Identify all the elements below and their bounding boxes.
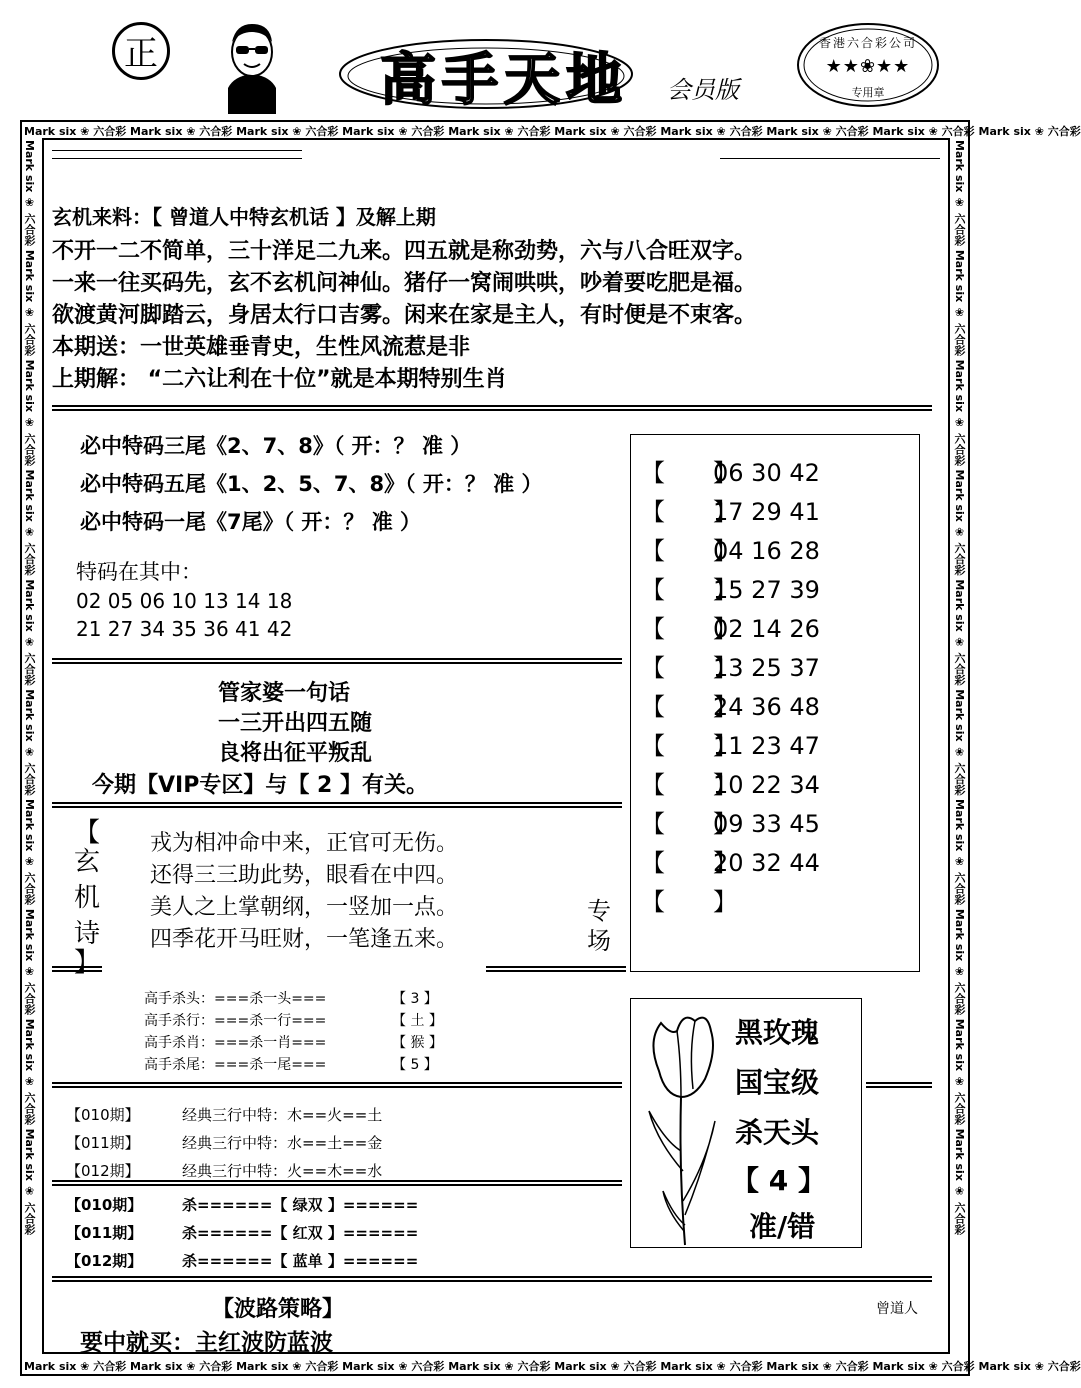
border-strip-bottom: Mark six ❀ 六合彩 Mark six ❀ 六合彩 Mark six ❀ 六合彩 Mark six ❀ 六合彩 Mark six ❀ 六合彩 Mark six ❀ 六合彩 Mark six ❀ 六合彩 Mark six ❀ 六合彩 Mark six ❀ 六合彩 Mark six ❀ 六合彩	[24, 1360, 1081, 1373]
rose-line-2: 国宝级	[735, 1066, 820, 1099]
poem-line-2: 还得三三助此势，眼看在中四。	[150, 863, 459, 888]
divider-3	[52, 802, 622, 808]
rose-line-1: 黑玫瑰	[735, 1016, 820, 1049]
border-strip-left: Mark six ❀ 六合彩 Mark six ❀ 六合彩 Mark six ❀ 六合彩 Mark six ❀ 六合彩 Mark six ❀ 六合彩 Mark six ❀ 六合彩 Mark six ❀ 六合彩 Mark six ❀ 六合彩 Mark six ❀ 六合彩 Mark six ❀ 六合彩	[23, 140, 36, 1235]
tail-line-3: 必中特码一尾《7尾》（ 开：？ 准 ）	[80, 510, 422, 534]
list-item: 【 】13 25 37	[641, 654, 820, 682]
list-item: 【 】20 32 44	[641, 849, 820, 877]
special-label: 特码在其中：	[76, 560, 202, 584]
company-seal	[796, 22, 940, 108]
list-item: 【 】09 33 45	[641, 810, 820, 838]
period-row: 【011期】 杀======【 红双 】======	[66, 1224, 419, 1242]
tail-line-1: 必中特码三尾《2、7、8》（ 开：？ 准 ）	[80, 434, 472, 458]
wave-text: 要中就买：主红波防蓝波	[80, 1330, 333, 1356]
poem-line-1: 戎为相冲命中来，正官可无伤。	[150, 831, 459, 856]
top-rule-right	[720, 158, 940, 159]
black-rose-box	[630, 998, 862, 1248]
vip-line: 今期【VIP专区】与【 2 】有关。	[92, 773, 428, 798]
zheng-badge: 正	[112, 22, 170, 80]
page-title: 高手天地	[380, 47, 628, 113]
edition-label: 会员版	[667, 76, 739, 104]
period-row: 【012期】 杀======【 蓝单 】======	[66, 1252, 419, 1270]
divider-6	[52, 1180, 622, 1186]
list-item: 【 】02 14 26	[641, 615, 820, 643]
mystery-heading: 玄机来料：【 曾道人中特玄机话 】及解上期	[52, 205, 436, 229]
list-item: 【 】24 36 48	[641, 693, 820, 721]
header	[0, 0, 987, 118]
number-list-box	[630, 434, 920, 972]
border-strip-right: Mark six ❀ 六合彩 Mark six ❀ 六合彩 Mark six ❀ 六合彩 Mark six ❀ 六合彩 Mark six ❀ 六合彩 Mark six ❀ 六合彩 Mark six ❀ 六合彩 Mark six ❀ 六合彩 Mark six ❀ 六合彩 Mark six ❀ 六合彩	[953, 140, 966, 1235]
rose-line-5: 准/错	[749, 1210, 816, 1243]
divider-1	[52, 405, 932, 411]
kill-element: 高手杀行：===杀一行=== 【 土 】	[144, 1013, 443, 1029]
kill-zodiac: 高手杀肖：===杀一肖=== 【 猴 】	[144, 1035, 443, 1051]
list-item: 【 】06 30 42	[641, 459, 820, 487]
top-rule-left-2	[52, 158, 302, 159]
divider-4-right	[486, 966, 626, 972]
poem-line-3: 美人之上掌朝纲，一竖加一点。	[150, 895, 459, 920]
housekeeper-line-3: 良将出征平叛乱	[218, 741, 373, 766]
period-row: 【012期】 经典三行中特：火==木==水	[66, 1162, 383, 1180]
tail-line-2: 必中特码五尾《1、2、5、7、8》（ 开：？ 准 ）	[80, 472, 543, 496]
list-item: 【 】17 29 41	[641, 498, 820, 526]
list-item: 【 】	[641, 888, 737, 916]
kill-tail: 高手杀尾：===杀一尾=== 【 5 】	[144, 1057, 438, 1073]
list-item: 【 】10 22 34	[641, 771, 820, 799]
special-row-2: 21 27 34 35 36 41 42	[76, 617, 293, 641]
divider-4-left	[52, 966, 102, 972]
period-row: 【010期】 杀======【 绿双 】======	[66, 1196, 419, 1214]
housekeeper-line-1: 管家婆一句话	[218, 681, 351, 706]
list-item: 【 】04 16 28	[641, 537, 820, 565]
divider-7	[52, 1276, 932, 1282]
special-field-label: 专 场	[587, 897, 611, 955]
seal-stars: ★★❀★★	[825, 56, 911, 77]
rose-line-3: 杀天头	[735, 1116, 820, 1149]
author-name: 曾道人	[876, 1301, 918, 1317]
divider-5	[52, 1082, 622, 1088]
list-item: 【 】11 23 47	[641, 732, 820, 760]
mystery-line-5: 上期解： “二六让利在十位”就是本期特别生肖	[52, 367, 507, 392]
portrait-image	[214, 18, 290, 114]
tulip-icon	[637, 1001, 727, 1247]
top-rule-left	[52, 150, 302, 151]
border-strip-top: Mark six ❀ 六合彩 Mark six ❀ 六合彩 Mark six ❀ 六合彩 Mark six ❀ 六合彩 Mark six ❀ 六合彩 Mark six ❀ 六合彩 Mark six ❀ 六合彩 Mark six ❀ 六合彩 Mark six ❀ 六合彩 Mark six ❀ 六合彩	[24, 125, 1081, 138]
title-area	[336, 26, 636, 116]
mystery-line-4: 本期送：一世英雄垂青史，生性风流惹是非	[52, 335, 471, 360]
period-row: 【010期】 经典三行中特：木==火==土	[66, 1106, 383, 1124]
list-item: 【 】15 27 39	[641, 576, 820, 604]
wave-heading: 【波路策略】	[212, 1297, 345, 1322]
special-row-1: 02 05 06 10 13 14 18	[76, 589, 293, 613]
housekeeper-line-2: 一三开出四五随	[218, 711, 373, 736]
mystery-line-2: 一来一往买码先，玄不玄机问神仙。猪仔一窝闹哄哄，吵着要吃肥是福。	[52, 271, 757, 296]
poem-tag: 【 玄 机 诗 】	[73, 818, 100, 978]
mystery-line-1: 不开一二不简单，三十洋足二九来。四五就是称劲势，六与八合旺双字。	[52, 239, 757, 264]
divider-2	[52, 658, 622, 664]
seal-company: 香港六合彩公司	[818, 36, 917, 50]
seal-use: 专用章	[851, 86, 885, 99]
kill-head: 高手杀头：===杀一头=== 【 3 】	[144, 991, 438, 1007]
divider-5-right	[866, 1082, 932, 1088]
poem-line-4: 四季花开马旺财，一笔逢五来。	[150, 927, 459, 952]
period-row: 【011期】 经典三行中特：水==土==金	[66, 1134, 383, 1152]
rose-line-4: 【 4 】	[731, 1164, 826, 1197]
mystery-line-3: 欲渡黄河脚踏云，身居太行口吉雾。闲来在家是主人，有时便是不束客。	[52, 303, 757, 328]
